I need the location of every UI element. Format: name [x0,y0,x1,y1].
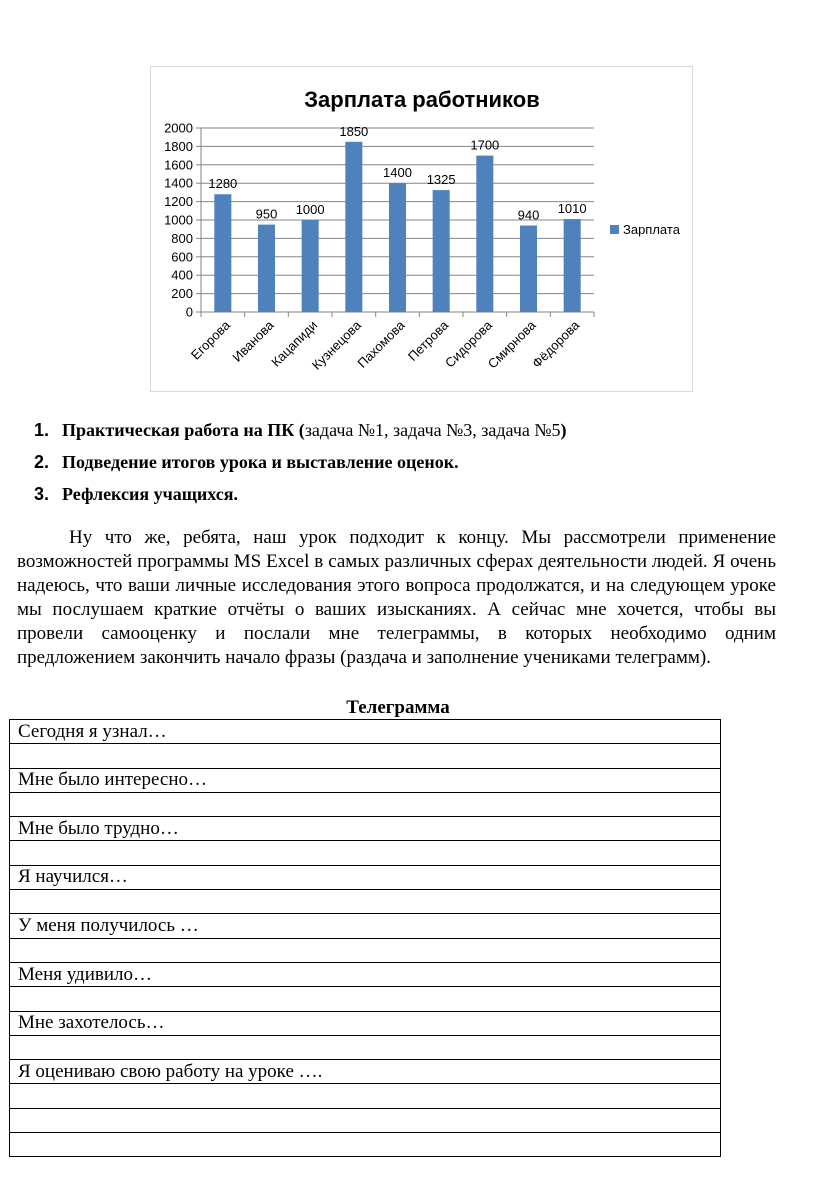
telegram-row [10,768,721,792]
x-category-label: Фёдорова [528,317,583,371]
bar-data-label: 940 [517,207,540,223]
y-tick-label: 1600 [164,157,193,173]
telegram-cell[interactable]: Мне захотелось… [10,1011,721,1035]
bar [564,219,581,312]
telegram-row [10,1035,721,1059]
y-tick-label: 0 [185,304,193,320]
bar [258,225,275,312]
x-category-label: Кузнецова [308,317,364,373]
telegram-cell[interactable] [10,792,721,816]
closing-paragraph: Ну что же, ребята, наш урок подходит к концу. Мы рассмотрели применение возможностей программы MS Excel в самых различных сферах деятельности людей. Я очень надеюсь, что ваши личные исследования этого вопроса продолжатся, и на следующем уроке мы послушаем краткие отчёты о ваших изысканиях. А сейчас мне хочется, чтобы вы провели самооценку и послали мне телеграммы, в которых необходимо одним предложением закончить начало фразы (раздача и заполнение учениками телеграмм). [17,527,776,668]
telegram-row [10,720,721,744]
step-number: 2. [34,452,50,472]
telegram-cell[interactable]: Сегодня я узнал… [10,720,721,744]
y-tick-label: 1000 [164,212,193,228]
lesson-steps [34,418,794,514]
telegram-title: Телеграмма [346,697,450,718]
telegram-row [10,938,721,962]
bar-data-label: 950 [255,206,278,222]
telegram-row [10,1108,721,1132]
bar-data-label: 1850 [339,123,369,139]
x-category-label: Смирнова [484,317,539,372]
telegram-row [10,1011,721,1035]
y-tick-label: 400 [171,267,193,283]
y-tick-label: 1800 [164,138,193,154]
telegram-cell[interactable]: У меня получилось … [10,914,721,938]
bar [302,220,319,312]
lesson-step-3 [34,482,794,514]
x-category-label: Сидорова [441,317,495,371]
lesson-step-1 [34,418,794,450]
telegram-cell[interactable] [10,938,721,962]
step-text-bold-end: ) [560,420,567,440]
telegram-row [10,865,721,889]
telegram-table [9,719,721,1157]
telegram-row [10,1084,721,1108]
step-text-bold: Подведение итогов урока и выставление оценок. [62,452,459,472]
y-tick-label: 600 [171,249,193,265]
bar-data-label: 1280 [208,176,238,192]
telegram-cell[interactable] [10,987,721,1011]
y-tick-label: 2000 [164,120,193,136]
y-tick-label: 200 [171,286,193,302]
telegram-row [10,987,721,1011]
bar [520,226,537,312]
x-category-label: Кацапиди [268,317,321,370]
telegram-cell[interactable] [10,1084,721,1108]
bar-data-label: 1700 [470,137,500,153]
bar-data-label: 1325 [426,172,456,188]
telegram-cell[interactable] [10,1035,721,1059]
telegram-row [10,890,721,914]
bar [345,142,362,312]
telegram-row [10,817,721,841]
y-tick-label: 1400 [164,175,193,191]
x-category-label: Иванова [229,317,277,365]
legend-label: Зарплата [623,222,680,237]
bar-data-label: 1400 [383,165,412,181]
telegram-cell[interactable]: Мне было интересно… [10,768,721,792]
telegram-row [10,841,721,865]
telegram-cell[interactable] [10,1108,721,1132]
bar-data-label: 1000 [295,202,325,217]
bar [433,190,450,312]
step-text-bold: Рефлексия учащихся. [62,484,239,504]
x-category-label: Пахомова [354,317,408,371]
telegram-cell[interactable]: Я научился… [10,865,721,889]
bar [214,194,231,312]
step-text-bold: Практическая работа на ПК ( [62,420,305,440]
bar [389,183,406,312]
telegram-row [10,1060,721,1084]
lesson-step-2 [34,450,794,482]
step-text-normal: задача №1, задача №3, задача №5 [304,420,561,440]
telegram-cell[interactable]: Мне было трудно… [10,817,721,841]
telegram-cell[interactable] [10,1133,721,1157]
step-number: 1. [34,420,50,440]
telegram-cell[interactable] [10,744,721,768]
telegram-cell[interactable]: Меня удивило… [10,962,721,986]
telegram-row [10,792,721,816]
telegram-row [10,914,721,938]
legend-swatch [610,225,619,234]
salary-chart-svg [151,67,694,393]
telegram-row [10,744,721,768]
bar-data-label: 1010 [557,201,587,217]
telegram-cell[interactable] [10,890,721,914]
telegram-row [10,962,721,986]
salary-chart [150,66,693,392]
y-tick-label: 800 [171,230,193,246]
telegram-row [10,1133,721,1157]
y-tick-label: 1200 [164,194,193,210]
telegram-cell[interactable] [10,841,721,865]
chart-title: Зарплата работников [304,87,540,112]
telegram-cell[interactable]: Я оцениваю свою работу на уроке …. [10,1060,721,1084]
x-category-label: Егорова [187,317,233,363]
step-number: 3. [34,484,50,504]
bar [476,156,493,312]
x-category-label: Петрова [404,317,452,364]
